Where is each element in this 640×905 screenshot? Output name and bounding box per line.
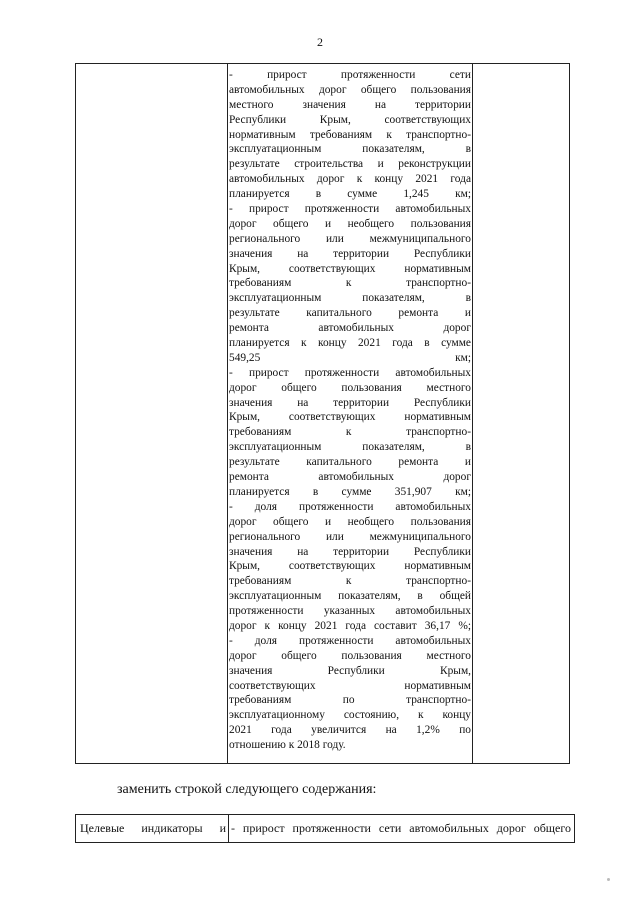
text-line: результате строительства и реконструкции	[229, 158, 471, 171]
text-line: соответствующих нормативным	[229, 679, 471, 692]
text-line: - прирост протяженности автомобильных	[229, 203, 471, 216]
page-number: 2	[317, 35, 323, 49]
text-line: требованиям к транспортно-	[229, 277, 471, 290]
text-line: значения на территории Республики	[229, 247, 471, 260]
text-line: дорог к концу 2021 года составит 36,17 %;	[229, 619, 471, 632]
text-line: 2021 года увеличится на 1,2% по	[229, 724, 471, 737]
text-line: результате капитального ремонта и	[229, 456, 471, 469]
text-line: дорог общего и необщего пользования	[229, 217, 471, 230]
text-line: эксплуатационным показателям, в	[229, 441, 471, 454]
text-line: отношению к 2018 году.	[229, 739, 346, 752]
text-line: значения на территории Республики	[229, 396, 471, 409]
row-value: - прирост протяженности сети автомобильных дорог общего	[231, 821, 571, 835]
indicators-table-new	[75, 814, 575, 843]
text-line: требованиям к транспортно-	[229, 575, 471, 588]
text-line: - прирост протяженности автомобильных	[229, 366, 471, 379]
text-line: планируется в сумме 1,245 км;	[229, 188, 471, 201]
text-line: - доля протяженности автомобильных	[229, 500, 471, 513]
text-line: результате капитального ремонта и	[229, 307, 471, 320]
text-line: значения Республики Крым,	[229, 664, 471, 677]
text-line: - прирост протяженности сети	[229, 69, 471, 81]
text-line: эксплуатационным показателям, в	[229, 292, 471, 305]
text-line: ремонта автомобильных дорог	[229, 322, 471, 335]
text-line: требованиям по транспортно-	[229, 694, 471, 707]
text-line: эксплуатационным показателям, в общей	[229, 590, 471, 603]
text-line: дорог общего пользования местного	[229, 649, 471, 662]
text-line: автомобильных дорог к концу 2021 года	[229, 173, 471, 186]
text-line: Крым, соответствующих нормативным	[229, 262, 471, 275]
text-line: - доля протяженности автомобильных	[229, 634, 471, 647]
text-line: местного значения на территории	[229, 98, 471, 111]
text-line: эксплуатационным показателям, в	[229, 143, 471, 156]
text-line: Крым, соответствующих нормативным	[229, 411, 471, 424]
indicators-cell	[229, 68, 471, 753]
column-divider	[472, 64, 473, 763]
text-line: эксплуатационному состоянию, к концу	[229, 709, 471, 722]
scan-dot	[607, 878, 610, 881]
text-line: 549,25 км;	[229, 351, 471, 364]
text-line: нормативным требованиям к транспортно-	[229, 128, 471, 141]
column-divider	[227, 64, 228, 763]
text-line: планируется в сумме 351,907 км;	[229, 485, 471, 498]
column-divider	[228, 815, 229, 842]
text-line: регионального или межмуниципального	[229, 530, 471, 543]
text-line: дорог общего и необщего пользования	[229, 515, 471, 528]
replace-instruction: заменить строкой следующего содержания:	[117, 782, 377, 797]
text-line: значения на территории Республики	[229, 545, 471, 558]
indicators-table-old	[75, 63, 570, 764]
text-line: ремонта автомобильных дорог	[229, 471, 471, 484]
text-line: Республики Крым, соответствующих	[229, 113, 471, 126]
text-line: дорог общего пользования местного	[229, 381, 471, 394]
text-line: требованиям к транспортно-	[229, 426, 471, 439]
text-line: протяженности указанных автомобильных	[229, 605, 471, 618]
row-label: Целевые индикаторы и	[80, 821, 226, 835]
text-line: регионального или межмуниципального	[229, 232, 471, 245]
text-line: планируется к концу 2021 года в сумме	[229, 337, 471, 350]
text-line: автомобильных дорог общего пользования	[229, 83, 471, 96]
text-line: Крым, соответствующих нормативным	[229, 560, 471, 573]
